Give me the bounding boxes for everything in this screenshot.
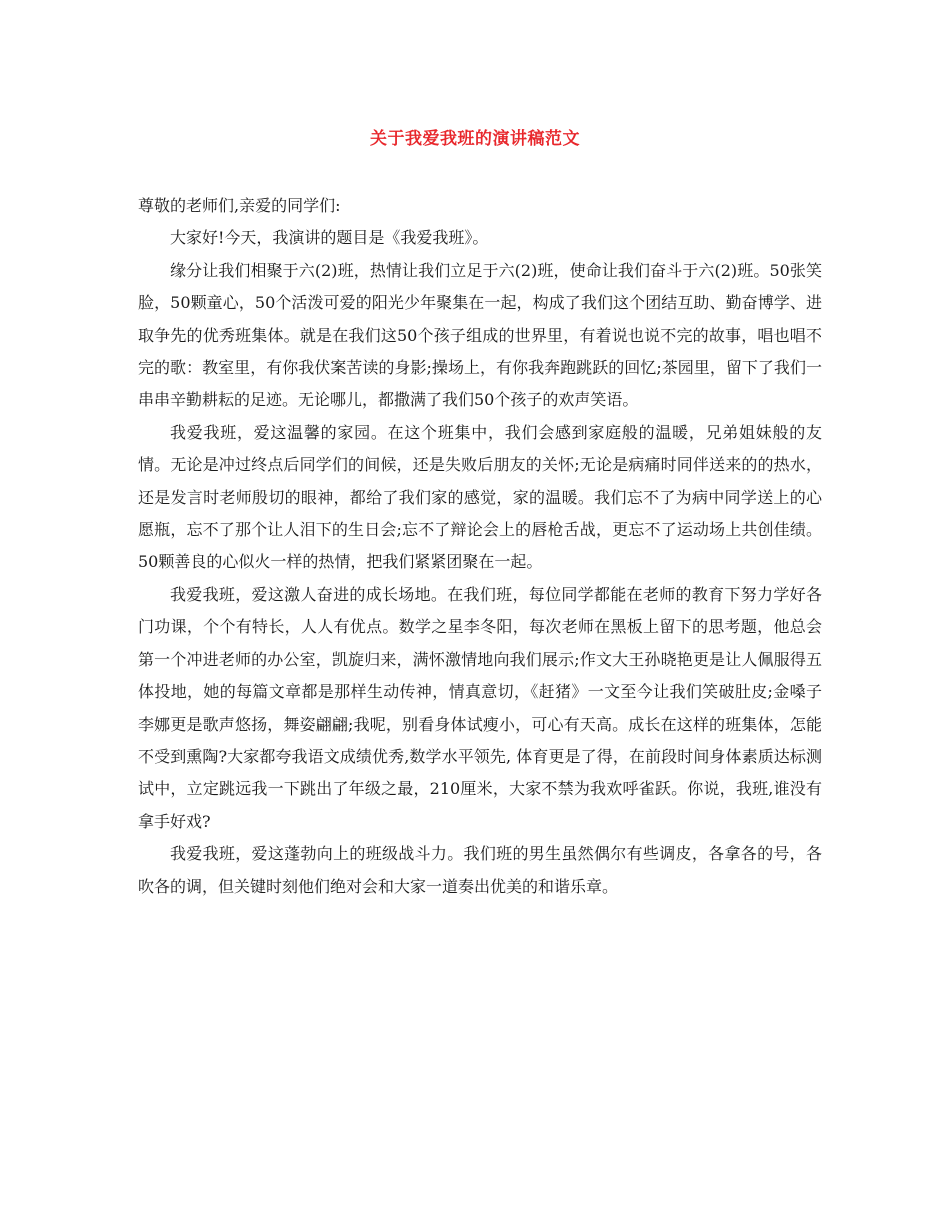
paragraph-team-spirit: 我爱我班，爱这蓬勃向上的班级战斗力。我们班的男生虽然偶尔有些调皮，各拿各的号，各吹各的调，但关键时刻他们绝对会和大家一道奏出优美的和谐乐章。 <box>138 844 822 896</box>
document-title: 关于我爱我班的演讲稿范文 <box>370 129 580 149</box>
document-body <box>138 190 822 903</box>
salutation: 尊敬的老师们,亲爱的同学们: <box>138 196 341 215</box>
paragraph-warm-home: 我爱我班，爱这温馨的家园。在这个班集中，我们会感到家庭般的温暖，兄弟姐妹般的友情。无论是冲过终点后同学们的间候，还是失败后朋友的关怀;无论是病痛时同伴送来的的热水，还是发言时老师殷切的眼神，都给了我们家的感觉，家的温暖。我们忘不了为病中同学送上的心愿瓶，忘不了那个让人泪下的生日会;忘不了辩论会上的唇枪舌战，更忘不了运动场上共创佳绩。50颗善良的心似火一样的热情，把我们紧紧团聚在一起。 <box>138 422 822 572</box>
paragraph-greeting: 大家好!今天，我演讲的题目是《我爱我班》。 <box>170 228 489 248</box>
paragraph-fate: 缘分让我们相聚于六(2)班，热情让我们立足于六(2)班，使命让我们奋斗于六(2)班。50张笑脸，50颗童心，50个活泼可爱的阳光少年聚集在一起，构成了我们这个团结互助、勤奋博学、进取争先的优秀班集体。就是在我们这50个孩子组成的世界里，有着说也说不完的故事，唱也唱不完的歌：教室里，有你我伏案苦读的身影;操场上，有你我奔跑跳跃的回忆;茶园里，留下了我们一串串辛勤耕耘的足迹。无论哪儿，都撒满了我们50个孩子的欢声笑语。 <box>138 260 822 410</box>
paragraph-growth: 我爱我班，爱这激人奋进的成长场地。在我们班，每位同学都能在老师的教育下努力学好各门功课，个个有特长，人人有优点。数学之星李冬阳，每次老师在黑板上留下的思考题，他总会第一个冲进老师的办公室，凯旋归来，满怀激情地向我们展示;作文大王孙晓艳更是让人佩服得五体投地，她的每篇文章都是那样生动传神，情真意切，《赶猪》一文至今让我们笑破肚皮;金嗓子李娜更是歌声悠扬，舞姿翩翩;我呢，别看身体试瘦小，可心有天高。成长在这样的班集体，怎能不受到熏陶?大家都夸我语文成绩优秀,数学水平领先, 体育更是了得，在前段时间身体素质达标测试中，立定跳远我一下跳出了年级之最，210厘米，大家不禁为我欢呼雀跃。你说，我班,谁没有拿手好戏? <box>138 584 822 831</box>
